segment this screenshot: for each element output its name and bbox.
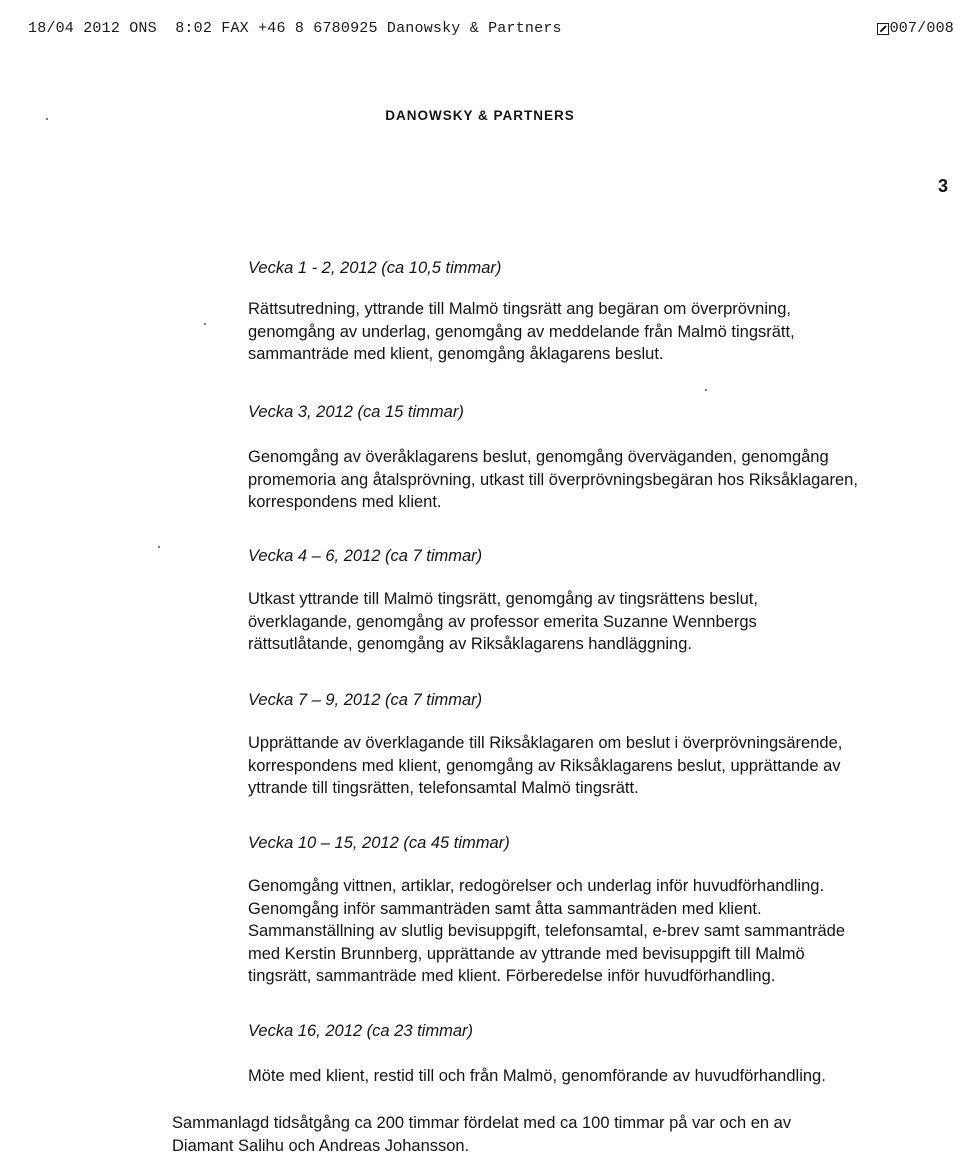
time-entry — [248, 689, 948, 800]
entry-line: rättsutlåtande, genomgång av Riksåklagarens handläggning. — [248, 635, 692, 653]
entry-body — [248, 875, 948, 988]
entry-line: korrespondens med klient. — [248, 493, 442, 511]
time-entry — [248, 545, 948, 656]
entry-body — [248, 1065, 948, 1088]
entry-heading: Vecka 1 - 2, 2012 (ca 10,5 timmar) — [248, 259, 502, 277]
fax-time: 8:02 — [175, 20, 213, 37]
time-entry — [248, 257, 948, 366]
entry-line: Upprättande av överklagande till Riksåklagaren om beslut i överprövningsärende, — [248, 734, 843, 752]
fax-page-counter: 007/008 — [889, 20, 954, 37]
entry-body — [248, 446, 948, 514]
time-entry — [248, 401, 948, 514]
entry-line: yttrande till tingsrätten, telefonsamtal Malmö tingsrätt. — [248, 779, 639, 797]
entry-line: överklagande, genomgång av professor emerita Suzanne Wennbergs — [248, 612, 757, 631]
entry-body — [248, 732, 948, 800]
total-time-summary — [172, 1112, 942, 1157]
fax-number: +46 8 6780925 — [258, 20, 378, 37]
entry-line: Genomgång av överåklagarens beslut, genomgång överväganden, genomgång — [248, 448, 829, 466]
fax-label: FAX — [221, 20, 249, 37]
entry-line: Sammanställning av slutlig bevisuppgift, telefonsamtal, e-brev samt sammanträde — [248, 922, 846, 940]
entry-body — [248, 588, 948, 656]
page-number: 3 — [937, 176, 948, 196]
entry-line: sammanträde med klient, genomgång åklagarens beslut. — [248, 345, 664, 363]
summary-line: Sammanlagd tidsåtgång ca 200 timmar fördelat med ca 100 timmar på var och en av — [172, 1114, 792, 1132]
entry-line: promemoria ang åtalsprövning, utkast till överprövningsbegäran hos Riksåklagaren, — [248, 470, 858, 489]
fax-checkbox-icon — [877, 23, 889, 35]
entry-line: med Kerstin Brunnberg, upprättande av yttrande med bevisuppgift till Malmö — [248, 944, 805, 963]
entry-line: Genomgång inför sammanträden samt åtta sammanträden med klient. — [248, 899, 762, 918]
entry-heading: Vecka 4 – 6, 2012 (ca 7 timmar) — [248, 547, 483, 565]
entry-heading: Vecka 7 – 9, 2012 (ca 7 timmar) — [248, 691, 483, 709]
entry-line: Utkast yttrande till Malmö tingsrätt, genomgång av tingsrättens beslut, — [248, 590, 758, 608]
time-entry — [248, 1020, 948, 1088]
scan-speck — [204, 323, 206, 325]
entry-line: Rättsutredning, yttrande till Malmö tingsrätt ang begäran om överprövning, — [248, 300, 791, 318]
entry-line: Möte med klient, restid till och från Malmö, genomförande av huvudförhandling. — [248, 1067, 826, 1085]
fax-header-left — [28, 20, 562, 37]
entry-heading: Vecka 3, 2012 (ca 15 timmar) — [248, 403, 464, 421]
fax-date: 18/04 2012 — [28, 20, 121, 37]
entry-line: tingsrätt, sammanträde med klient. Förberedelse inför huvudförhandling. — [248, 967, 776, 985]
fax-header-right — [877, 20, 954, 37]
entry-heading: Vecka 16, 2012 (ca 23 timmar) — [248, 1022, 473, 1040]
scan-speck — [158, 546, 160, 548]
fax-sender: Danowsky & Partners — [386, 20, 562, 37]
entry-line: korrespondens med klient, genomgång av Riksåklagarens beslut, upprättande av — [248, 756, 841, 775]
summary-line: Diamant Salihu och Andreas Johansson. — [172, 1136, 470, 1155]
scan-speck — [705, 389, 707, 391]
fax-header — [28, 20, 954, 44]
time-entry — [248, 832, 948, 988]
entry-heading: Vecka 10 – 15, 2012 (ca 45 timmar) — [248, 834, 510, 852]
entry-line: genomgång av underlag, genomgång av meddelande från Malmö tingsrätt, — [248, 322, 795, 341]
fax-weekday: ONS — [129, 20, 157, 37]
firm-name: DANOWSKY & PARTNERS — [385, 108, 575, 123]
entry-line: Genomgång vittnen, artiklar, redogörelser och underlag inför huvudförhandling. — [248, 877, 825, 895]
entry-body — [248, 298, 948, 366]
